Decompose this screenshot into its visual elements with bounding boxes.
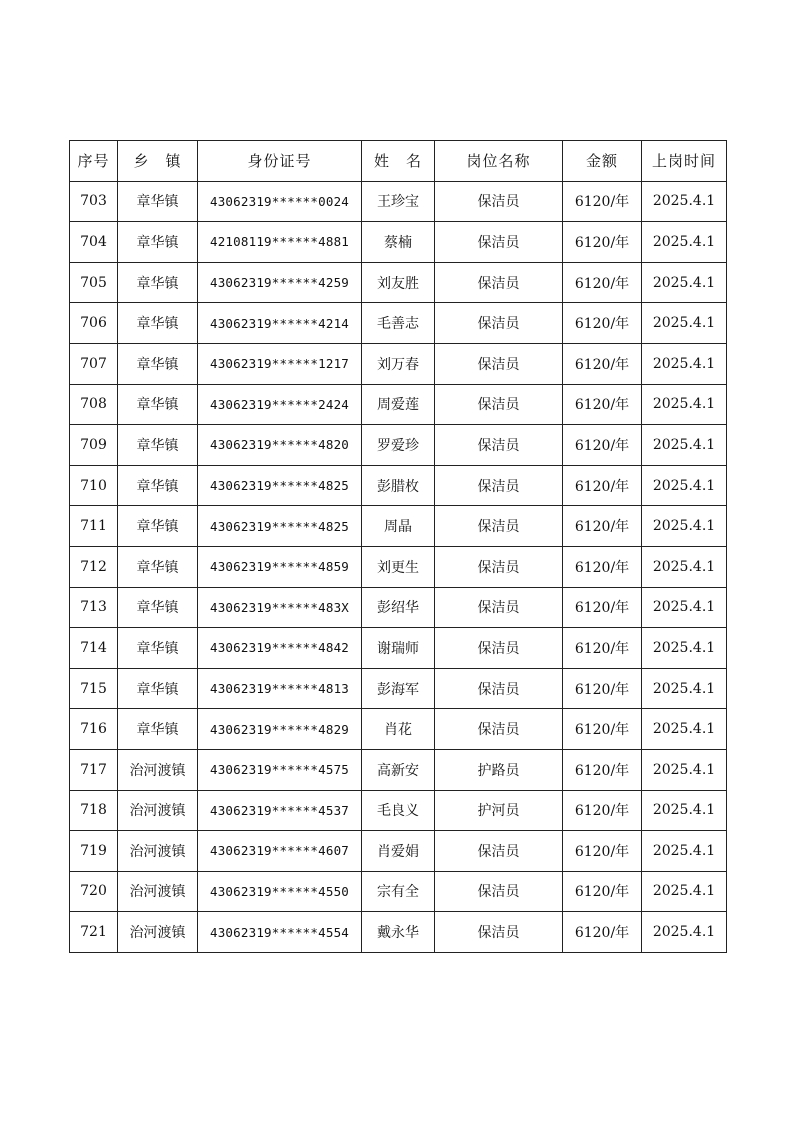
start-date-cell: 2025.4.1: [642, 749, 727, 790]
serial-cell: 720: [70, 871, 118, 912]
serial-cell: 716: [70, 709, 118, 750]
table-body: [70, 181, 727, 952]
amount-cell: 6120/年: [563, 668, 642, 709]
table-row: [70, 181, 727, 222]
table-row: [70, 303, 727, 344]
table-row: [70, 628, 727, 669]
position-cell: 保洁员: [435, 303, 563, 344]
town-cell: 治河渡镇: [118, 831, 198, 872]
start-date-cell: 2025.4.1: [642, 303, 727, 344]
position-cell: 保洁员: [435, 506, 563, 547]
amount-cell: 6120/年: [563, 587, 642, 628]
id-number-cell: 43062319******4825: [198, 506, 362, 547]
position-cell: 保洁员: [435, 587, 563, 628]
position-cell: 护路员: [435, 749, 563, 790]
town-cell: 治河渡镇: [118, 871, 198, 912]
name-cell: 周爱莲: [362, 384, 435, 425]
town-cell: 章华镇: [118, 465, 198, 506]
serial-cell: 713: [70, 587, 118, 628]
serial-cell: 708: [70, 384, 118, 425]
amount-cell: 6120/年: [563, 546, 642, 587]
id-number-cell: 43062319******4554: [198, 912, 362, 953]
start-date-cell: 2025.4.1: [642, 343, 727, 384]
table-row: [70, 668, 727, 709]
start-date-cell: 2025.4.1: [642, 181, 727, 222]
amount-cell: 6120/年: [563, 222, 642, 263]
id-number-cell: 43062319******4825: [198, 465, 362, 506]
serial-cell: 719: [70, 831, 118, 872]
name-cell: 毛善志: [362, 303, 435, 344]
position-cell: 保洁员: [435, 668, 563, 709]
header-row: [70, 141, 727, 182]
serial-cell: 718: [70, 790, 118, 831]
town-cell: 章华镇: [118, 384, 198, 425]
name-cell: 刘友胜: [362, 262, 435, 303]
table-row: [70, 790, 727, 831]
name-cell: 王珍宝: [362, 181, 435, 222]
header-amount: 金额: [563, 141, 642, 182]
serial-cell: 715: [70, 668, 118, 709]
position-cell: 保洁员: [435, 831, 563, 872]
id-number-cell: 43062319******4829: [198, 709, 362, 750]
serial-cell: 717: [70, 749, 118, 790]
town-cell: 章华镇: [118, 181, 198, 222]
start-date-cell: 2025.4.1: [642, 668, 727, 709]
start-date-cell: 2025.4.1: [642, 912, 727, 953]
position-cell: 保洁员: [435, 222, 563, 263]
name-cell: 罗爱珍: [362, 425, 435, 466]
amount-cell: 6120/年: [563, 709, 642, 750]
table-row: [70, 465, 727, 506]
start-date-cell: 2025.4.1: [642, 262, 727, 303]
amount-cell: 6120/年: [563, 343, 642, 384]
start-date-cell: 2025.4.1: [642, 465, 727, 506]
id-number-cell: 43062319******483X: [198, 587, 362, 628]
serial-cell: 711: [70, 506, 118, 547]
position-cell: 保洁员: [435, 912, 563, 953]
start-date-cell: 2025.4.1: [642, 871, 727, 912]
town-cell: 章华镇: [118, 222, 198, 263]
id-number-cell: 43062319******4537: [198, 790, 362, 831]
town-cell: 治河渡镇: [118, 790, 198, 831]
header-town: 乡 镇: [118, 141, 198, 182]
amount-cell: 6120/年: [563, 628, 642, 669]
table-row: [70, 222, 727, 263]
table-row: [70, 343, 727, 384]
id-number-cell: 43062319******4259: [198, 262, 362, 303]
name-cell: 肖爱娟: [362, 831, 435, 872]
position-cell: 护河员: [435, 790, 563, 831]
id-number-cell: 43062319******4859: [198, 546, 362, 587]
header-serial: 序号: [70, 141, 118, 182]
table-row: [70, 587, 727, 628]
id-number-cell: 43062319******4842: [198, 628, 362, 669]
start-date-cell: 2025.4.1: [642, 831, 727, 872]
header-start-date: 上岗时间: [642, 141, 727, 182]
table-row: [70, 262, 727, 303]
id-number-cell: 42108119******4881: [198, 222, 362, 263]
name-cell: 宗有全: [362, 871, 435, 912]
id-number-cell: 43062319******4214: [198, 303, 362, 344]
name-cell: 彭海军: [362, 668, 435, 709]
serial-cell: 705: [70, 262, 118, 303]
amount-cell: 6120/年: [563, 465, 642, 506]
position-cell: 保洁员: [435, 628, 563, 669]
id-number-cell: 43062319******4813: [198, 668, 362, 709]
table-row: [70, 384, 727, 425]
name-cell: 刘更生: [362, 546, 435, 587]
start-date-cell: 2025.4.1: [642, 790, 727, 831]
town-cell: 章华镇: [118, 303, 198, 344]
position-cell: 保洁员: [435, 465, 563, 506]
table-row: [70, 506, 727, 547]
start-date-cell: 2025.4.1: [642, 425, 727, 466]
table-row: [70, 912, 727, 953]
amount-cell: 6120/年: [563, 425, 642, 466]
position-cell: 保洁员: [435, 384, 563, 425]
amount-cell: 6120/年: [563, 262, 642, 303]
amount-cell: 6120/年: [563, 749, 642, 790]
serial-cell: 704: [70, 222, 118, 263]
town-cell: 章华镇: [118, 425, 198, 466]
town-cell: 章华镇: [118, 668, 198, 709]
serial-cell: 709: [70, 425, 118, 466]
name-cell: 毛良义: [362, 790, 435, 831]
town-cell: 章华镇: [118, 506, 198, 547]
name-cell: 戴永华: [362, 912, 435, 953]
amount-cell: 6120/年: [563, 303, 642, 344]
amount-cell: 6120/年: [563, 181, 642, 222]
position-cell: 保洁员: [435, 262, 563, 303]
name-cell: 谢瑞师: [362, 628, 435, 669]
serial-cell: 712: [70, 546, 118, 587]
position-cell: 保洁员: [435, 546, 563, 587]
serial-cell: 721: [70, 912, 118, 953]
name-cell: 彭绍华: [362, 587, 435, 628]
name-cell: 周晶: [362, 506, 435, 547]
town-cell: 治河渡镇: [118, 749, 198, 790]
start-date-cell: 2025.4.1: [642, 384, 727, 425]
serial-cell: 714: [70, 628, 118, 669]
town-cell: 章华镇: [118, 587, 198, 628]
table-row: [70, 709, 727, 750]
start-date-cell: 2025.4.1: [642, 546, 727, 587]
start-date-cell: 2025.4.1: [642, 709, 727, 750]
serial-cell: 707: [70, 343, 118, 384]
position-cell: 保洁员: [435, 343, 563, 384]
position-cell: 保洁员: [435, 425, 563, 466]
amount-cell: 6120/年: [563, 790, 642, 831]
name-cell: 蔡楠: [362, 222, 435, 263]
id-number-cell: 43062319******1217: [198, 343, 362, 384]
name-cell: 彭腊枚: [362, 465, 435, 506]
serial-cell: 706: [70, 303, 118, 344]
town-cell: 章华镇: [118, 709, 198, 750]
start-date-cell: 2025.4.1: [642, 506, 727, 547]
start-date-cell: 2025.4.1: [642, 587, 727, 628]
name-cell: 刘万春: [362, 343, 435, 384]
position-cell: 保洁员: [435, 181, 563, 222]
amount-cell: 6120/年: [563, 384, 642, 425]
roster-table: [69, 140, 727, 953]
start-date-cell: 2025.4.1: [642, 628, 727, 669]
id-number-cell: 43062319******0024: [198, 181, 362, 222]
amount-cell: 6120/年: [563, 871, 642, 912]
name-cell: 肖花: [362, 709, 435, 750]
amount-cell: 6120/年: [563, 506, 642, 547]
serial-cell: 710: [70, 465, 118, 506]
table-row: [70, 871, 727, 912]
town-cell: 治河渡镇: [118, 912, 198, 953]
start-date-cell: 2025.4.1: [642, 222, 727, 263]
id-number-cell: 43062319******4820: [198, 425, 362, 466]
header-position: 岗位名称: [435, 141, 563, 182]
table-row: [70, 546, 727, 587]
town-cell: 章华镇: [118, 262, 198, 303]
amount-cell: 6120/年: [563, 912, 642, 953]
id-number-cell: 43062319******2424: [198, 384, 362, 425]
position-cell: 保洁员: [435, 709, 563, 750]
town-cell: 章华镇: [118, 343, 198, 384]
document-page: [69, 140, 726, 953]
id-number-cell: 43062319******4550: [198, 871, 362, 912]
table-row: [70, 749, 727, 790]
town-cell: 章华镇: [118, 546, 198, 587]
header-name: 姓 名: [362, 141, 435, 182]
table-row: [70, 831, 727, 872]
serial-cell: 703: [70, 181, 118, 222]
table-row: [70, 425, 727, 466]
position-cell: 保洁员: [435, 871, 563, 912]
town-cell: 章华镇: [118, 628, 198, 669]
id-number-cell: 43062319******4575: [198, 749, 362, 790]
header-id-number: 身份证号: [198, 141, 362, 182]
id-number-cell: 43062319******4607: [198, 831, 362, 872]
name-cell: 高新安: [362, 749, 435, 790]
amount-cell: 6120/年: [563, 831, 642, 872]
